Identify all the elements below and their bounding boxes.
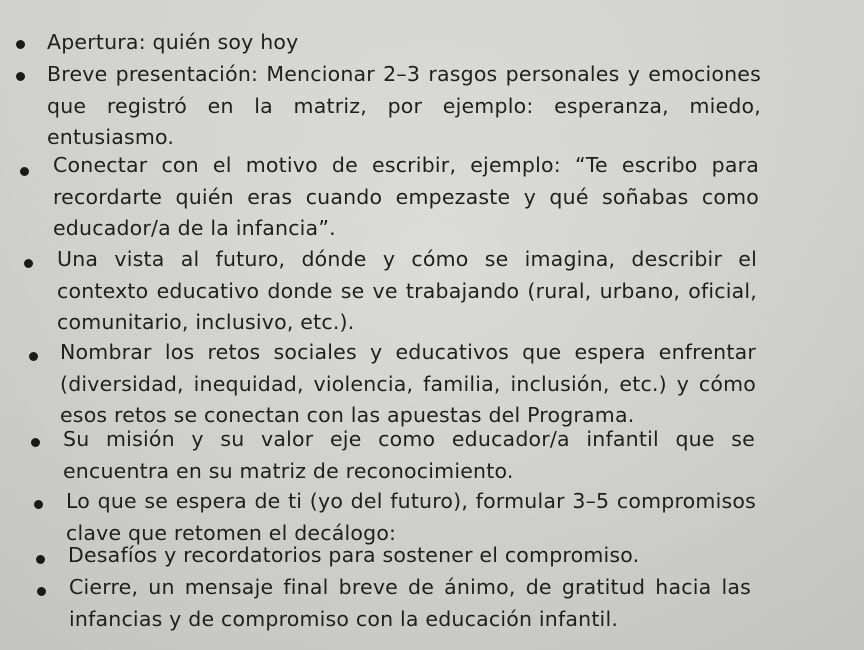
bullet-dot-icon <box>20 167 29 176</box>
bullet-dot-icon <box>31 438 40 447</box>
list-item-text: Lo que se espera de ti (yo del futuro), formular 3–5 compromisos clave que retomen el decálogo: <box>66 489 756 545</box>
bullet-dot-icon <box>16 72 25 81</box>
bullet-dot-icon <box>29 352 38 361</box>
bullet-dot-icon <box>36 555 45 564</box>
list-item-text: Cierre, un mensaje final breve de ánimo, de gratitud hacia las infancias y de compromiso con la educación infantil. <box>69 575 751 631</box>
bullet-dot-icon <box>37 587 46 596</box>
bullet-dot-icon <box>34 500 43 509</box>
list-item-text: Apertura: quién soy hoy <box>47 30 299 54</box>
bullet-dot-icon <box>24 259 33 268</box>
list-item-text: Breve presentación: Mencionar 2–3 rasgos personales y emociones que registró en la matriz, por ejemplo: esperanza, miedo, entusiasmo. <box>47 62 761 150</box>
list-item-text: Una vista al futuro, dónde y cómo se imagina, describir el contexto educativo donde se ve trabajando (rural, urbano, oficial, comunitario, inclusivo, etc.). <box>57 247 757 335</box>
list-item-text: Conectar con el motivo de escribir, ejemplo: “Te escribo para recordarte quién eras cuando empezaste y qué soñabas como educador/a de la infancia”. <box>53 153 759 241</box>
list-item-text: Su misión y su valor eje como educador/a infantil que se encuentra en su matriz de reconocimiento. <box>63 427 755 483</box>
bullet-dot-icon <box>16 40 25 49</box>
list-item-text: Desafíos y recordatorios para sostener el compromiso. <box>68 543 640 567</box>
list-item-text: Nombrar los retos sociales y educativos que espera enfrentar (diversidad, inequidad, violencia, familia, inclusión, etc.) y cómo esos retos se conectan con las apuestas del Programa. <box>60 340 756 428</box>
